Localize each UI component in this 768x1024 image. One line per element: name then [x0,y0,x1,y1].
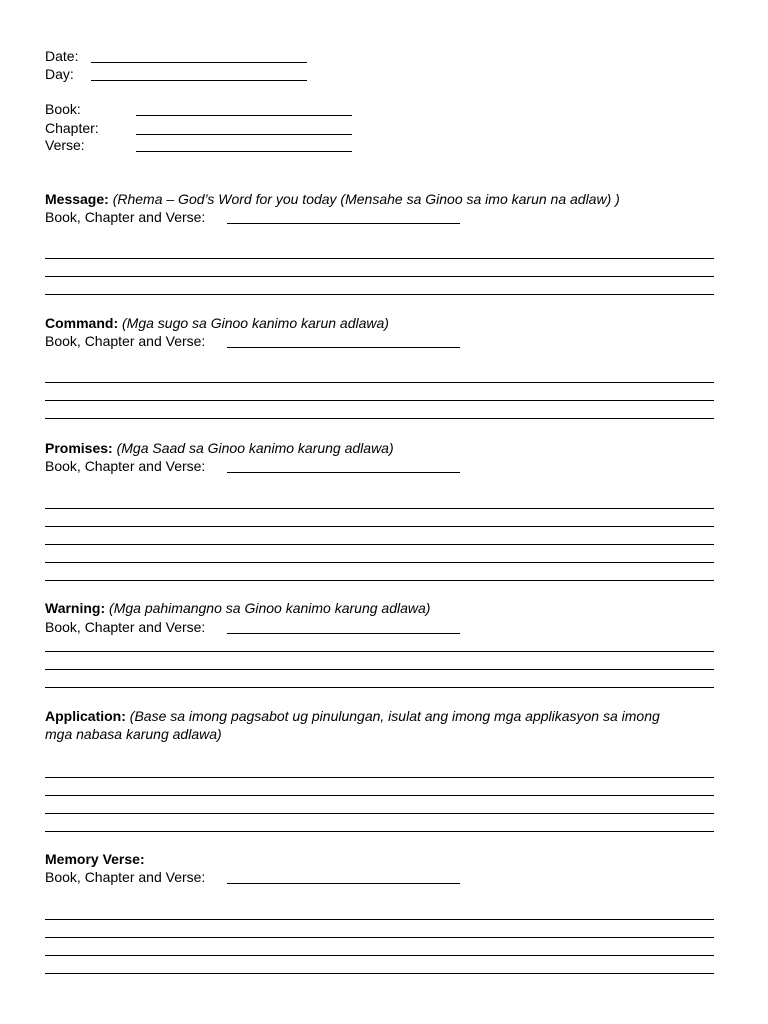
warning-reference-label: Book, Chapter and Verse: [45,619,206,635]
book-field-line[interactable] [136,115,352,116]
message-reference-line[interactable] [227,223,460,224]
chapter-label: Chapter: [45,120,99,136]
day-label: Day: [45,66,74,82]
warning-heading [45,600,430,616]
warning-writing-line[interactable] [45,687,714,688]
verse-label: Verse: [45,137,85,153]
chapter-field-line[interactable] [136,134,352,135]
application-writing-line[interactable] [45,777,714,778]
application-title: Application: [45,708,126,724]
promises-writing-line[interactable] [45,526,714,527]
memory-verse-writing-line[interactable] [45,919,714,920]
warning-description: (Mga pahimangno sa Ginoo kanimo karung adlawa) [109,600,431,616]
promises-reference-line[interactable] [227,472,460,473]
command-writing-line[interactable] [45,418,714,419]
message-writing-line[interactable] [45,294,714,295]
command-writing-line[interactable] [45,382,714,383]
warning-title: Warning: [45,600,106,616]
message-description: (Rhema – God’s Word for you today (Mensahe sa Ginoo sa imo karun na adlaw) ) [112,191,620,207]
day-field-line[interactable] [91,80,307,81]
command-reference-line[interactable] [227,347,460,348]
promises-title: Promises: [45,440,113,456]
command-writing-line[interactable] [45,400,714,401]
verse-field-line[interactable] [136,151,352,152]
message-writing-line[interactable] [45,276,714,277]
book-label: Book: [45,101,81,117]
promises-writing-line[interactable] [45,544,714,545]
promises-writing-line[interactable] [45,580,714,581]
warning-writing-line[interactable] [45,669,714,670]
command-title: Command: [45,315,119,331]
warning-writing-line[interactable] [45,651,714,652]
promises-writing-line[interactable] [45,508,714,509]
application-writing-line[interactable] [45,813,714,814]
message-writing-line[interactable] [45,258,714,259]
promises-reference-label: Book, Chapter and Verse: [45,458,206,474]
command-heading [45,315,389,331]
memory-verse-writing-line[interactable] [45,973,714,974]
memory-verse-reference-line[interactable] [227,883,460,884]
promises-heading [45,440,394,456]
command-description: (Mga sugo sa Ginoo kanimo karun adlawa) [122,315,389,331]
memory-verse-reference-label: Book, Chapter and Verse: [45,869,206,885]
memory-verse-writing-line[interactable] [45,955,714,956]
promises-writing-line[interactable] [45,562,714,563]
application-heading [45,708,660,724]
memory-verse-title: Memory Verse: [45,851,145,867]
date-field-line[interactable] [91,62,307,63]
message-heading [45,191,620,207]
application-description: (Base sa imong pagsabot ug pinulungan, isulat ang imong mga applikasyon sa imong [129,708,660,724]
message-title: Message: [45,191,109,207]
command-reference-label: Book, Chapter and Verse: [45,333,206,349]
application-writing-line[interactable] [45,795,714,796]
application-writing-line[interactable] [45,831,714,832]
date-label: Date: [45,48,79,64]
message-reference-label: Book, Chapter and Verse: [45,209,206,225]
memory-verse-writing-line[interactable] [45,937,714,938]
application-description-continued: mga nabasa karung adlawa) [45,726,222,742]
warning-reference-line[interactable] [227,633,460,634]
promises-description: (Mga Saad sa Ginoo kanimo karung adlawa) [116,440,394,456]
